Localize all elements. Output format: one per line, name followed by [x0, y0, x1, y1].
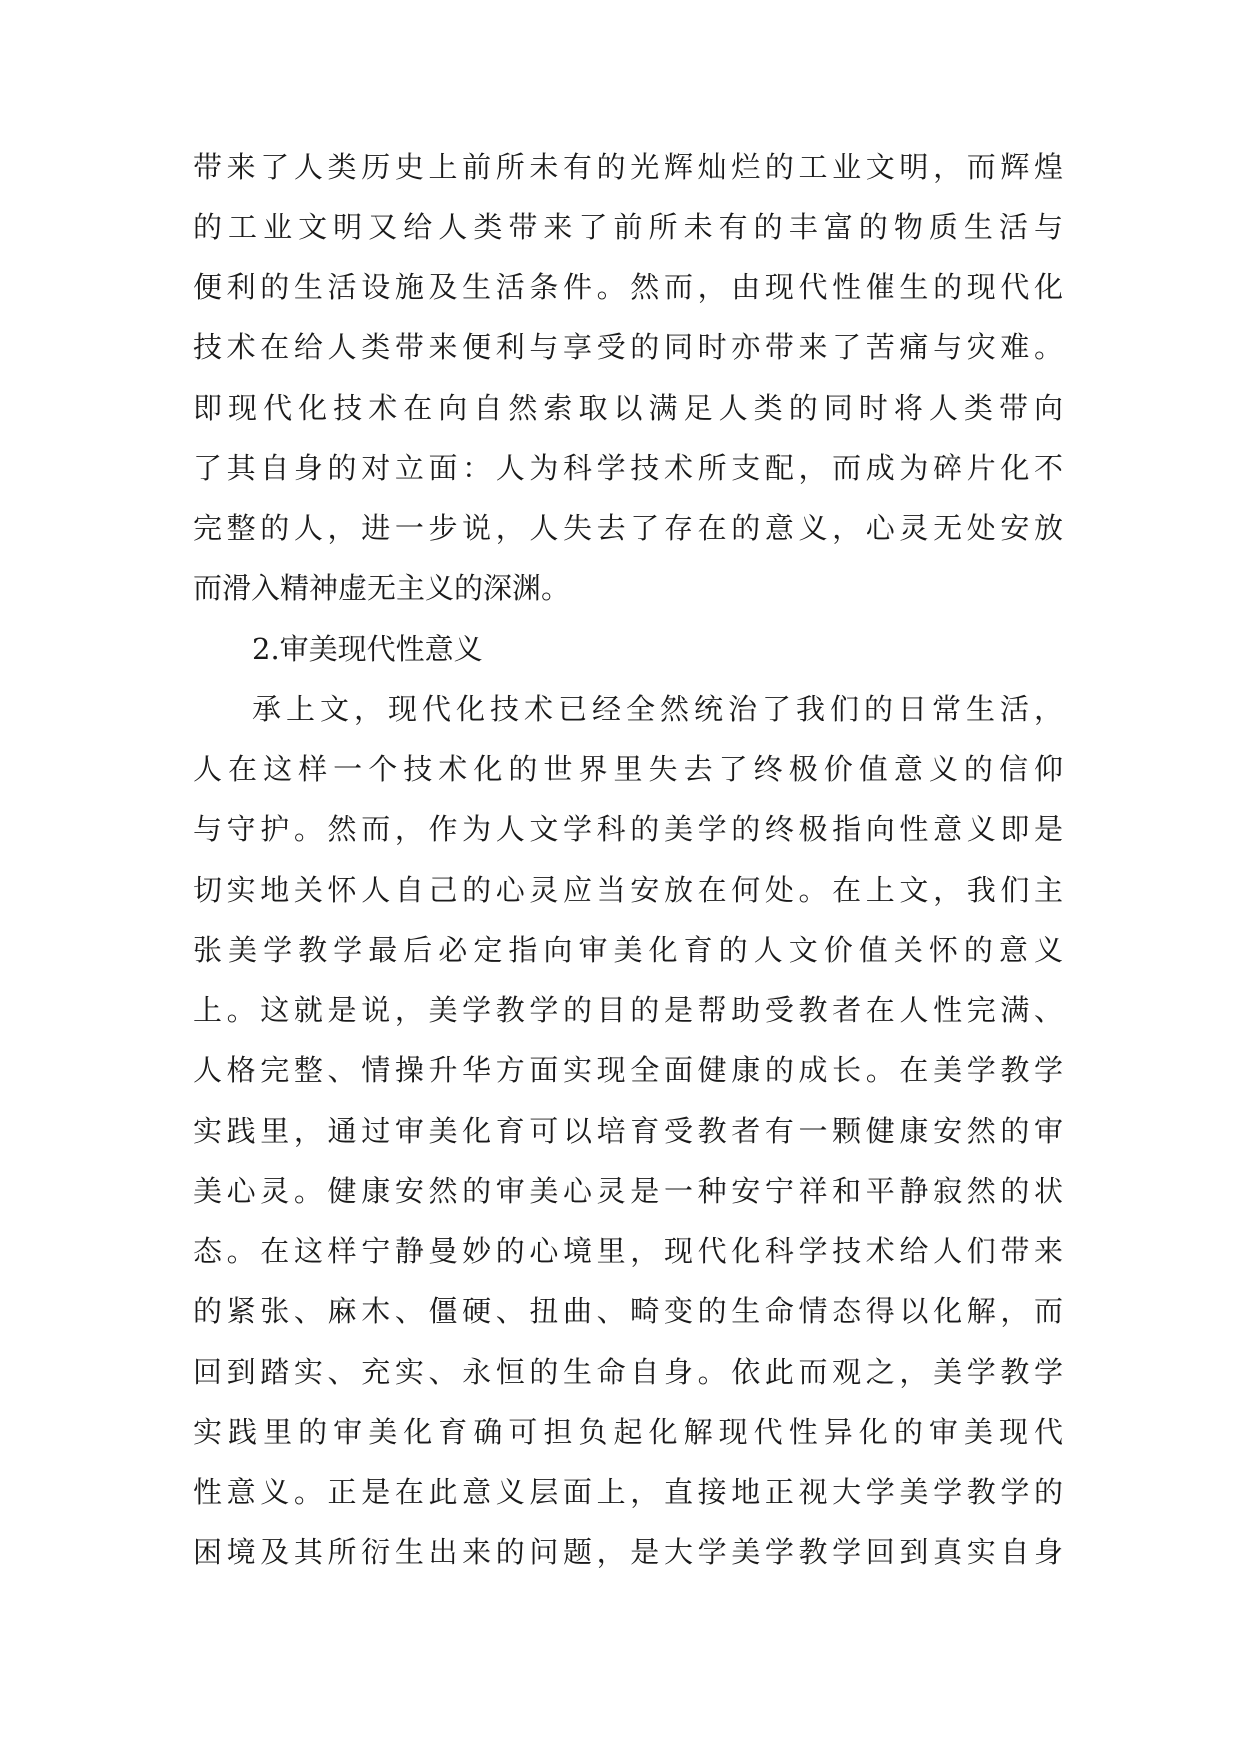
text-line: 态。在这样宁静曼妙的心境里，现代化科学技术给人们带来 [193, 1234, 1063, 1268]
text-line: 的工业文明又给人类带来了前所未有的丰富的物质生活与 [193, 210, 1063, 244]
text-line: 人在这样一个技术化的世界里失去了终极价值意义的信仰 [193, 752, 1063, 786]
text-line: 回到踏实、充实、永恒的生命自身。依此而观之，美学教学 [193, 1355, 1063, 1389]
paragraph-first-line: 承上文，现代化技术已经全然统治了我们的日常生活， [252, 692, 1063, 726]
text-line: 完整的人，进一步说，人失去了存在的意义，心灵无处安放 [193, 511, 1063, 545]
text-line: 困境及其所衍生出来的问题，是大学美学教学回到真实自身 [193, 1535, 1063, 1569]
text-line: 性意义。正是在此意义层面上，直接地正视大学美学教学的 [193, 1475, 1063, 1509]
text-line: 实践里的审美化育确可担负起化解现代性异化的审美现代 [193, 1415, 1063, 1449]
text-line: 与守护。然而，作为人文学科的美学的终极指向性意义即是 [193, 812, 1063, 846]
text-line: 张美学教学最后必定指向审美化育的人文价值关怀的意义 [193, 933, 1063, 967]
text-line: 上。这就是说，美学教学的目的是帮助受教者在人性完满、 [193, 993, 1063, 1027]
text-line: 技术在给人类带来便利与享受的同时亦带来了苦痛与灾难。 [193, 330, 1063, 364]
text-line: 美心灵。健康安然的审美心灵是一种安宁祥和平静寂然的状 [193, 1174, 1063, 1208]
text-line: 带来了人类历史上前所未有的光辉灿烂的工业文明，而辉煌 [193, 150, 1063, 184]
text-line: 便利的生活设施及生活条件。然而，由现代性催生的现代化 [193, 270, 1063, 304]
text-line: 切实地关怀人自己的心灵应当安放在何处。在上文，我们主 [193, 873, 1063, 907]
text-line: 了其自身的对立面：人为科学技术所支配，而成为碎片化不 [193, 451, 1063, 485]
text-line: 的紧张、麻木、僵硬、扭曲、畸变的生命情态得以化解，而 [193, 1294, 1063, 1328]
text-line: 即现代化技术在向自然索取以满足人类的同时将人类带向 [193, 391, 1063, 425]
text-line: 实践里，通过审美化育可以培育受教者有一颗健康安然的审 [193, 1114, 1063, 1148]
text-line: 人格完整、情操升华方面实现全面健康的成长。在美学教学 [193, 1053, 1063, 1087]
section-heading: 2.审美现代性意义 [252, 632, 483, 666]
text-line: 而滑入精神虚无主义的深渊。 [193, 571, 571, 605]
